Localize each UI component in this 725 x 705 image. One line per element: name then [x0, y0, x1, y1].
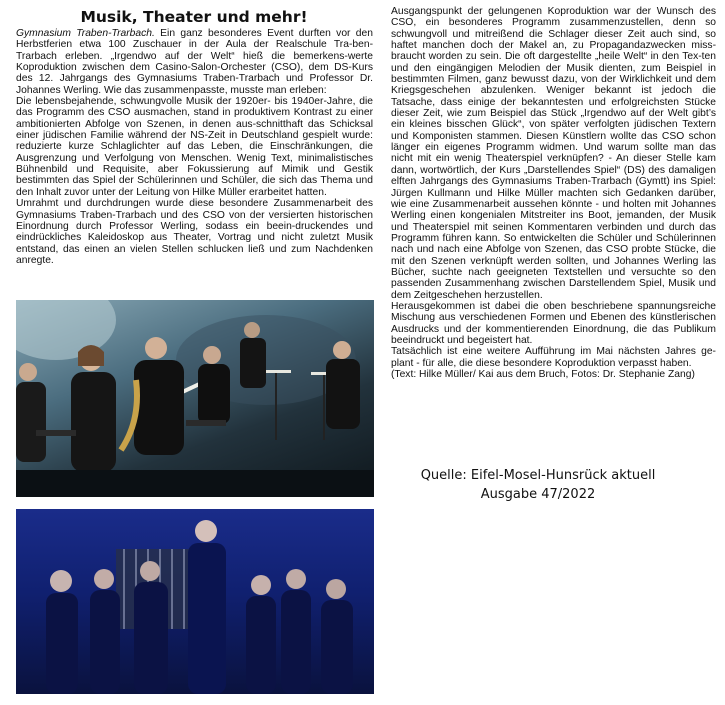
orchestra-photo-illustration [16, 300, 374, 497]
article-title: Musik, Theater und mehr! [80, 8, 308, 26]
intro-paragraph [16, 28, 373, 96]
students-stage-photo [16, 509, 374, 694]
intro-text: Ein ganz besonderes Event durften vor den Herbstferien etwa 100 Zuschauer in der Aula der Realschule Tra-ben-Trarbach erleben. „Irgendwo auf der Welt“ hieß die bemerkens-werte Koproduktion zwischen dem Casino-Salon-Orchester (CSO), dem DS-Kurs des 12. Jahrgangs des Gymnasiums Traben-Trarbach und Professor Dr. Johannes Werling. Wie das zusammenpasste, musste man erleben: [16, 28, 373, 96]
source-citation [398, 466, 678, 504]
paragraph-framing: Umrahmt und durchdrungen wurde diese besondere Zusammenarbeit des Gymnasiums Traben-Trarbach und des CSO von der versierten historischen Einordnung durch Professor Werling, sodass ein beein-druckendes und eindrückliches Kaleidoskop aus Theater, Vortrag und nicht zuletzt Musik entstand, das einen an vielen Stellen schlucken ließ und zum Nachdenken anregte. [16, 198, 373, 266]
dateline: Gymnasium Traben-Trarbach. [16, 28, 155, 39]
paragraph-origin: Ausgangspunkt der gelungenen Koproduktion war der Wunsch des CSO, ein besonderes Programm zusammenzustellen, denn so schwungvoll und mitreißend die Schlager dieser Zeit auch sind, so haftet manchen doch der Makel an, zu Propagandazwecken miss-braucht worden zu sein. Die oft dargestellte „heile Welt“ in den Tex-ten und den eingängigen Melodien der Musik dienten, zum Beispiel in bestimmten Filmen, ganz bewusst dazu, von der Wirklichkeit und dem Kriegsgeschehen abzulenken. Weniger bekannt ist jedoch die Tatsache, dass einige der bekanntesten und erfolgreichsten Stücke dieser Zeit, wie zum Beispiel das Stück „Irgendwo auf der Welt gibt’s ein kleines bisschen Glück“, von später verfolgten jüdischen Textern und Komponisten stammen. Diesen Künstlern wollte das CSO schon länger ein eigenes Programm widmen. Und warum sollte man das nicht mit ein wenig Theaterspiel verknüpfen? - An dieser Stelle kam dann, wortwörtlich, der Kurs „Darstellendes Spiel“ (DS) des damaligen elften Jahrgangs des Gymnasiums Traben-Trarbach (Gymtt) ins Spiel: Jürgen Kullmann und Hilke Müller machten sich Gedanken darüber, wie eine Zusammenarbeit aussehen könnte - und holten mit Johannes Werling einen kongenialen Mitstreiter ins Boot, jemanden, der Musik und Theaterspiel mit seinen Kommentaren verbinden und durch das Programm führen kann. So entwickelten die Schüler und Schülerinnen nach und nach eine Abfolge von Szenen, das CSO probte Stücke, die mit den Szenen verknüpft werden sollten, und Johannes Werling las Bücher, suchte nach geeigneten Textstellen und versuchte so den passenden Zusammenhang zwischen Darstellendem Spiel, Musik und dem Zeitgeschehen herzustellen. [391, 6, 716, 301]
paragraph-result: Herausgekommen ist dabei die oben beschriebene spannungsreiche Mischung aus verschiedenen Formen und Ebenen des künstlerischen Ausdrucks und der kommentierenden Einordnung, die das Publikum beeindruckt und begeistert hat. [391, 300, 716, 346]
source-publication: Quelle: Eifel-Mosel-Hunsrück aktuell [420, 468, 656, 483]
source-issue: Ausgabe 47/2022 [480, 487, 596, 502]
students-stage-photo-illustration [16, 509, 374, 694]
article-left-column [16, 28, 373, 266]
credits: (Text: Hilke Müller/ Kai aus dem Bruch, Fotos: Dr. Stephanie Zang) [391, 369, 695, 380]
orchestra-photo [16, 300, 374, 497]
paragraph-music-contrast: Die lebensbejahende, schwungvolle Musik der 1920er- bis 1940er-Jahre, die das Programm des CSO ausmachen, stand in produktivem Kontrast zu einer ambitionierten Abfolge von Szenen, in denen aus-schnitthaft das Schicksal einer jüdischen Familie während der NS-Zeit in Deutschland gespielt wurde: reduzierte kurze Schlaglichter auf das Leben, die Einschränkungen, die Ausgrenzung und Verfolgung von Menschen. Wenig Text, minimalistisches Bühnenbild und Requisite, aber Fokussierung auf Mimik und Gestik bestimmten das Spiel der Schülerinnen und Schüler, die sich das Thema und den Inhalt zuvor unter der Leitung von Hilke Müller erarbeitet hatten. [16, 96, 373, 198]
article-right-column [391, 6, 716, 380]
paragraph-next-performance: Tatsächlich ist eine weitere Aufführung im Mai nächsten Jahres ge-plant - für alle, die diese besondere Koproduktion verpasst haben. [391, 346, 716, 369]
